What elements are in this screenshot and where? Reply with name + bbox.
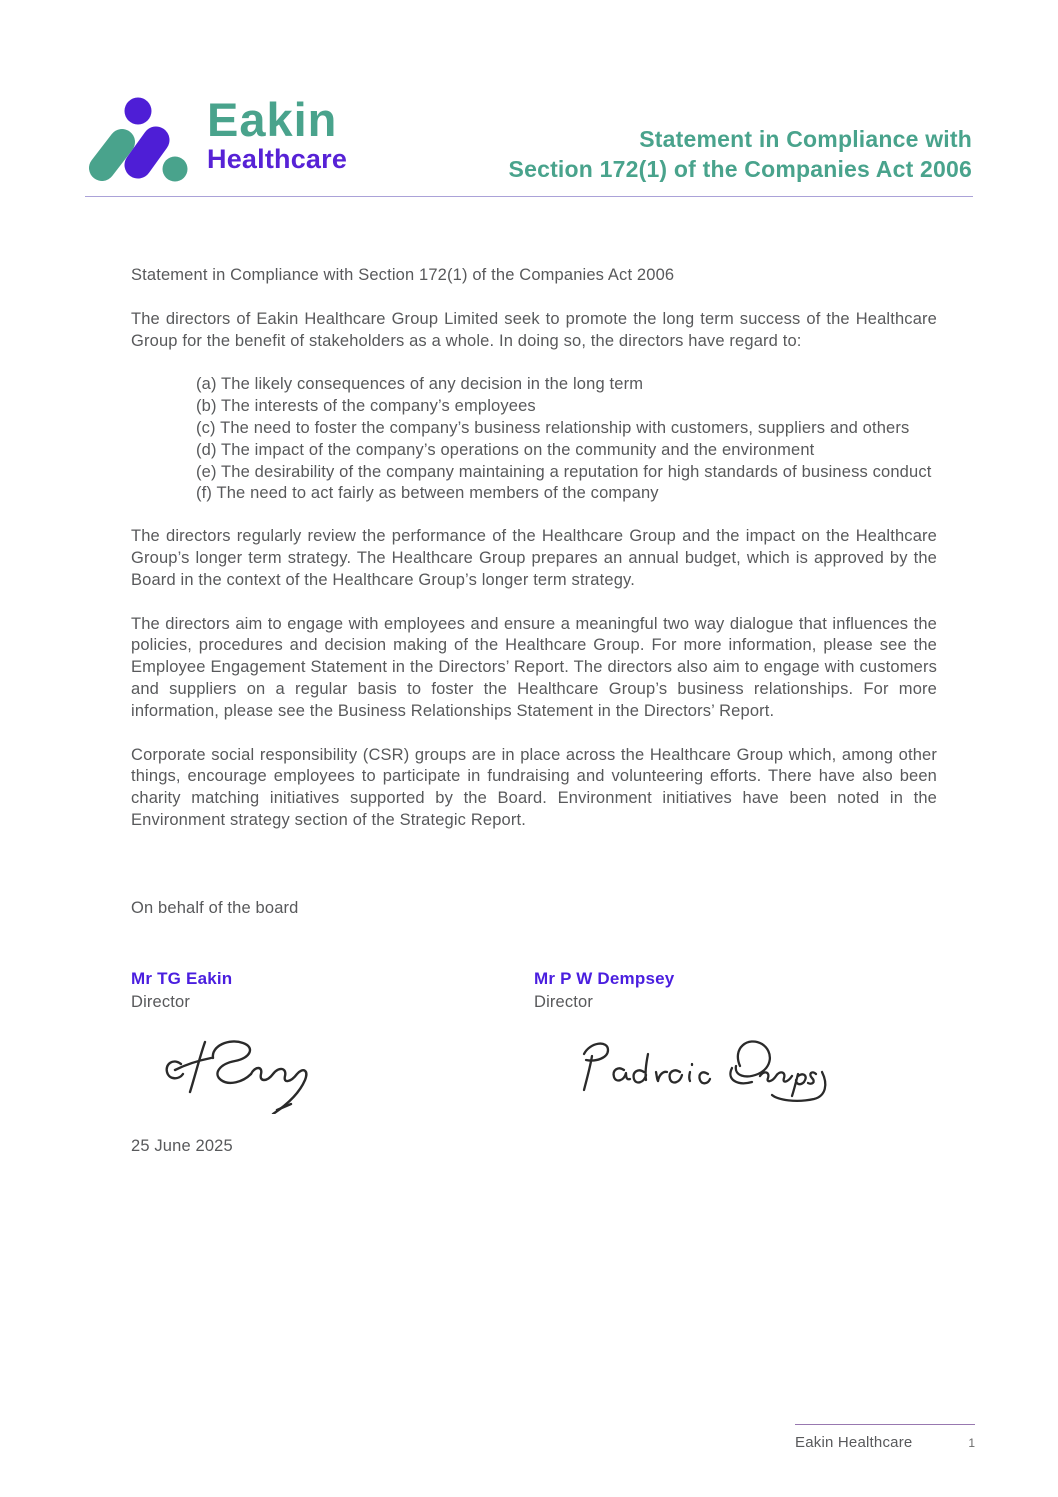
logo-brand-text: Eakin (207, 93, 338, 146)
list-item-b: (b) The interests of the company’s employees (196, 397, 536, 416)
signatory-role: Director (534, 993, 593, 1012)
document-title-line1: Statement in Compliance with (639, 126, 972, 152)
signatory-name: Mr P W Dempsey (534, 968, 675, 988)
on-behalf-line: On behalf of the board (131, 898, 299, 917)
signature-tg-eakin (153, 1024, 333, 1114)
footer-company-name: Eakin Healthcare (795, 1434, 913, 1451)
list-item-d: (d) The impact of the company’s operations on the community and the environment (196, 440, 815, 459)
paragraph-review: The directors regularly review the performance of the Healthcare Group and the impact on the Healthcare Group’s longer term strategy. The Healthcare Group prepares an annual budget, which is approved by the Board in the context of the Healthcare Group’s longer term strategy. (131, 527, 937, 589)
duties-list (196, 374, 933, 505)
signature-row (131, 968, 937, 1115)
document-title (509, 124, 972, 184)
page-footer (795, 1424, 975, 1451)
document-body (131, 265, 937, 1158)
logo-wordmark (207, 93, 348, 174)
document-title-line2: Section 172(1) of the Companies Act 2006 (508, 156, 972, 182)
signature-padraic-dempsey (572, 1024, 832, 1109)
list-item-e: (e) The desirability of the company maintaining a reputation for high standards of business conduct (196, 462, 932, 481)
list-item-a: (a) The likely consequences of any decision in the long term (196, 375, 644, 394)
paragraph-csr: Corporate social responsibility (CSR) groups are in place across the Healthcare Group which, among other things, encourage employees to participate in fundraising and volunteering efforts. There have also been charity matching initiatives supported by the Board. Environment initiatives have been noted in the Environment strategy section of the Strategic Report. (131, 745, 937, 829)
footer-divider (795, 1424, 975, 1425)
signatory-role: Director (131, 993, 190, 1012)
footer-page-number: 1 (968, 1436, 975, 1450)
signature-block-dempsey (534, 968, 937, 1115)
paragraph-engagement: The directors aim to engage with employees and ensure a meaningful two way dialogue that influences the policies, procedures and decision making of the Healthcare Group. For more information, please see the Employee Engagement Statement in the Directors’ Report. The directors also aim to engage with customers and suppliers on a regular basis to foster the Healthcare Group’s business relationships. For more information, please see the Business Relationships Statement in the Directors’ Report. (131, 614, 937, 720)
header-divider (85, 196, 973, 197)
paragraph-intro: The directors of Eakin Healthcare Group Limited seek to promote the long term success of the Healthcare Group for the benefit of stakeholders as a whole. In doing so, the directors have regard to: (131, 309, 937, 350)
statement-heading: Statement in Compliance with Section 172(1) of the Companies Act 2006 (131, 266, 675, 284)
list-item-c: (c) The need to foster the company’s business relationship with customers, suppliers and others (196, 418, 910, 437)
signatory-name: Mr TG Eakin (131, 968, 233, 988)
date-line: 25 June 2025 (131, 1137, 233, 1156)
logo-sub-text: Healthcare (207, 144, 348, 174)
signature-block-eakin (131, 968, 534, 1115)
list-item-f: (f) The need to act fairly as between members of the company (196, 484, 659, 503)
eakin-molecule-logo-icon (85, 85, 190, 195)
